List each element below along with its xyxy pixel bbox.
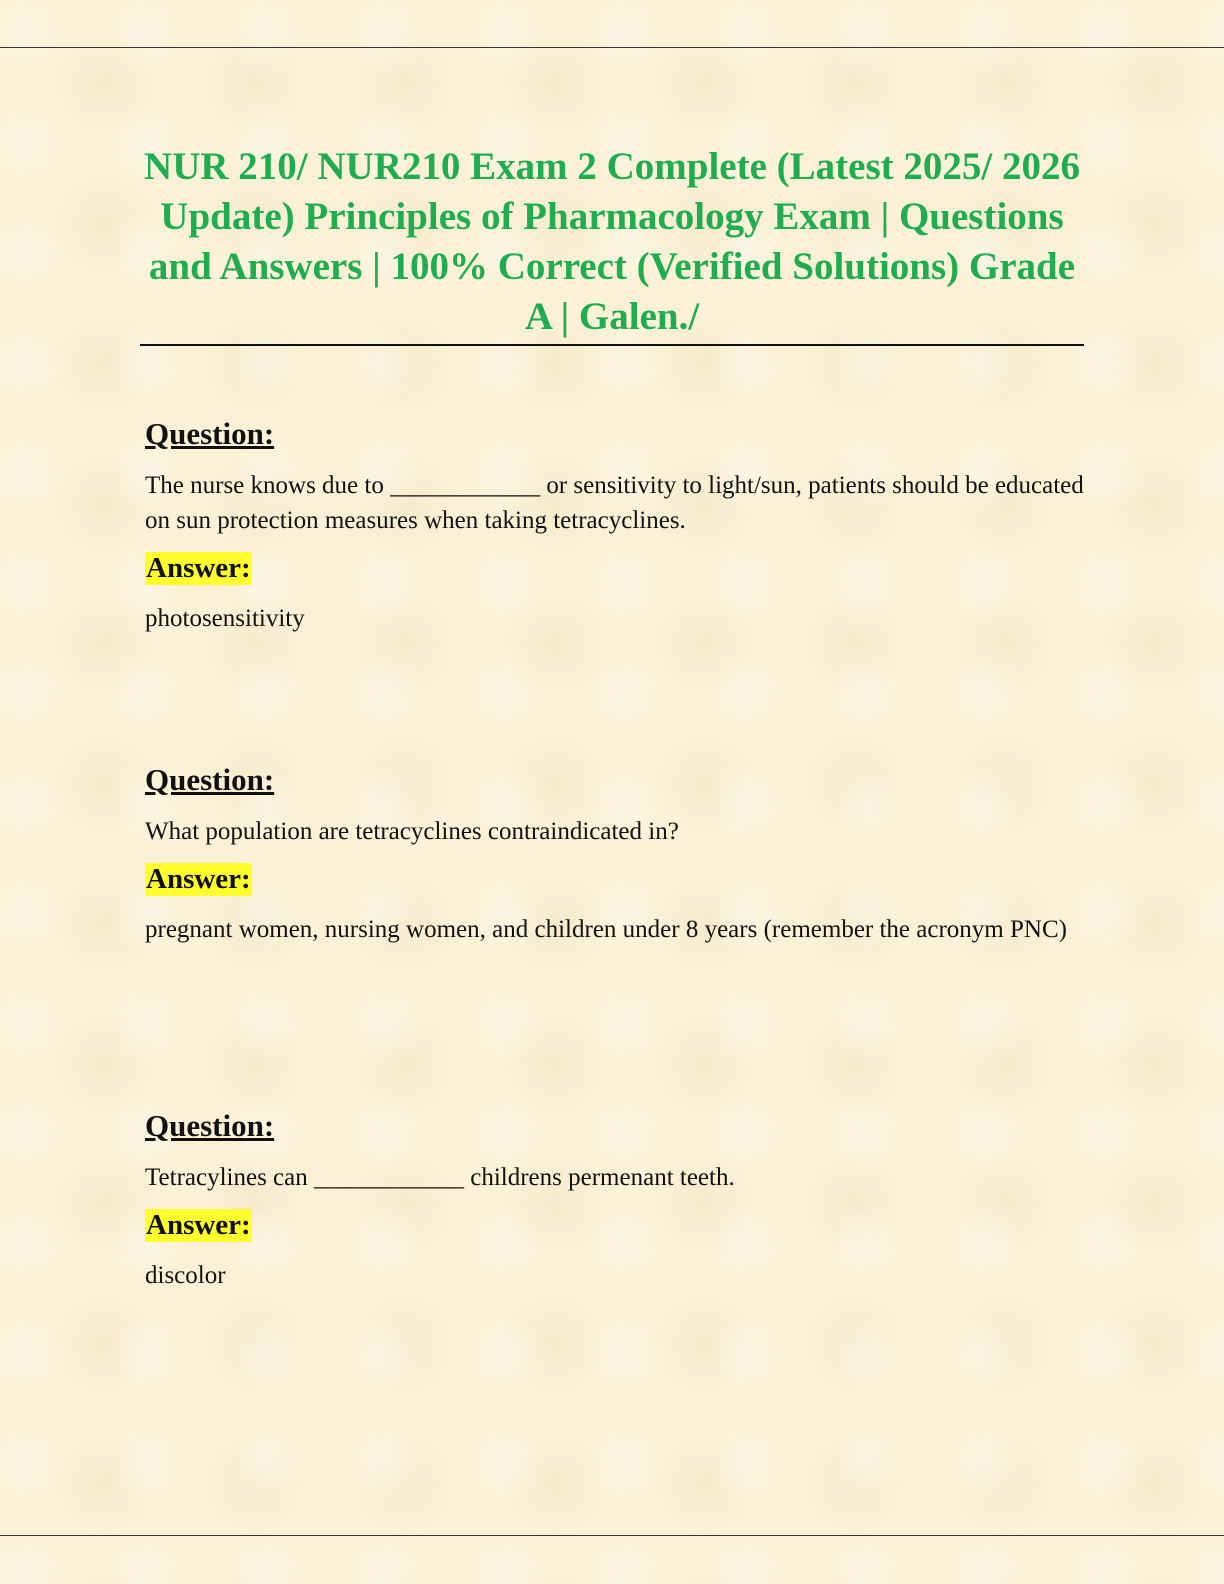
document-title: NUR 210/ NUR210 Exam 2 Complete (Latest 2025/ 2026 Update) Principles of Pharmacology Exam | Questions and Answers | 100% Correct (Verified Solutions) Grade A | Galen./ (144, 145, 1080, 338)
answer-label: Answer: (146, 863, 251, 895)
question-label: Question: (145, 762, 275, 797)
title-underline (140, 344, 1084, 346)
qa-block-2 (145, 762, 1085, 947)
answer-label: Answer: (146, 552, 251, 584)
question-text: What population are tetracyclines contraindicated in? (145, 818, 679, 845)
question-label: Question: (145, 416, 275, 451)
answer-text: pregnant women, nursing women, and children under 8 years (remember the acronym PNC) (145, 916, 1067, 943)
answer-text: discolor (145, 1262, 226, 1289)
question-label: Question: (145, 1108, 275, 1143)
qa-block-3 (145, 1108, 1085, 1293)
question-text: Tetracylines can ____________ childrens permenant teeth. (145, 1164, 735, 1191)
answer-label: Answer: (146, 1209, 251, 1241)
page-bottom-rule (0, 1535, 1224, 1536)
qa-block-1 (145, 416, 1085, 636)
page-top-rule (0, 47, 1224, 48)
question-text: The nurse knows due to ____________ or sensitivity to light/sun, patients should be educated on sun protection measures when taking tetracyclines. (145, 472, 1084, 534)
answer-text: photosensitivity (145, 605, 305, 632)
